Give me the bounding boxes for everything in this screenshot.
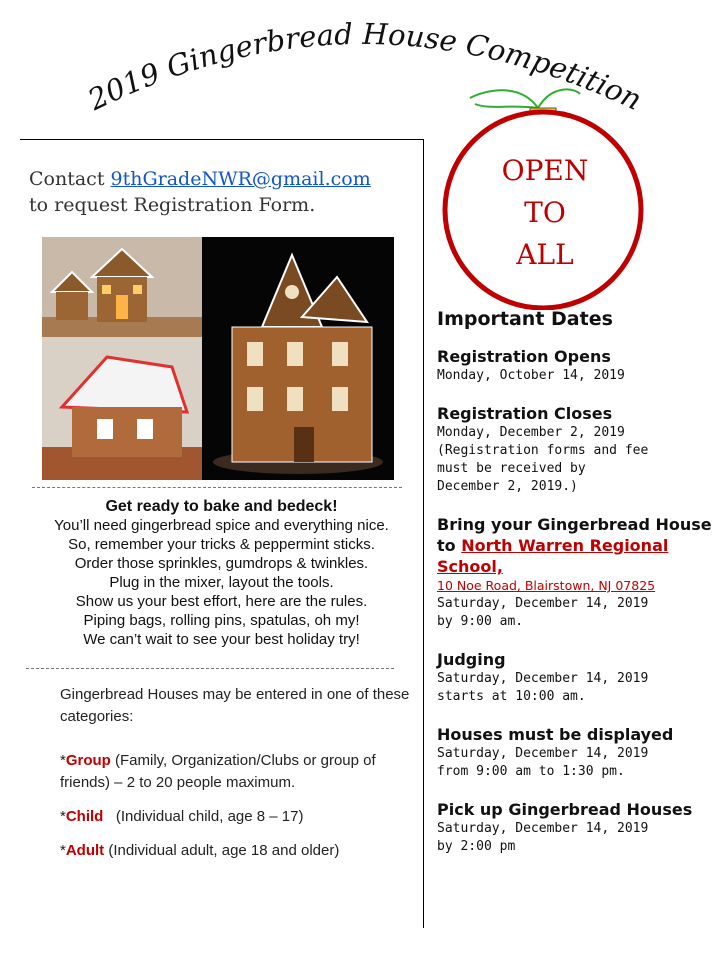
divider-top xyxy=(32,487,402,488)
event-display: Houses must be displayed Saturday, December 14, 2019 from 9:00 am to 1:30 pm. xyxy=(437,725,674,779)
category-group: *Group (Family, Organization/Clubs or group of friends) – 2 to 20 people maximum. xyxy=(60,752,376,791)
category-child: *Child (Individual child, age 8 – 17) xyxy=(60,808,304,825)
gingerbread-photo-2 xyxy=(42,337,202,480)
divider-bottom xyxy=(26,668,394,669)
event-bring-house: Bring your Gingerbread House to North Warren Regional School, 10 Noe Road, Blairstown, NJ 07825 Saturday, December 14, 2019 by 9:00 am. xyxy=(437,515,712,629)
event-registration-opens: Registration Opens Monday, October 14, 2019 xyxy=(437,347,625,383)
school-address: 10 Noe Road, Blairstown, NJ 07825 xyxy=(437,578,656,593)
category-adult: *Adult (Individual adult, age 18 and older) xyxy=(60,842,340,859)
page-title: 2019 Gingerbread House Competition xyxy=(82,16,648,117)
email-link[interactable]: 9thGradeNWR@gmail.com xyxy=(110,168,371,190)
gingerbread-photo-3 xyxy=(202,237,394,480)
event-registration-closes: Registration Closes Monday, December 2, 2019 (Registration forms and fee must be received by December 2, 2019.) xyxy=(437,404,649,494)
school-name: North Warren Regional School, xyxy=(437,536,669,576)
ribbon-icon xyxy=(470,89,580,108)
important-dates xyxy=(437,310,712,874)
open-to-all-text: OPEN TO ALL xyxy=(501,154,589,271)
categories-block: Gingerbread Houses may be entered in one of these categories: *Group (Family, Organization/Clubs or group of friends) – 2 to 20 people maximum. *Child (Individual child, age 8 – 17) *Adult (Individual adult, age 18 and older) xyxy=(60,684,410,862)
gingerbread-photo-1 xyxy=(42,237,202,337)
poem-block: Get ready to bake and bedeck! You’ll need gingerbread spice and everything nice. So, remember your tricks & peppermint sticks. Order those sprinkles, gumdrops & twinkles. Plug in the mixer, layout the tools. Show us your best effort, here are the rules. Piping bags, rolling pins, spatulas, oh my! We can’t wait to see your best holiday try! xyxy=(54,498,389,648)
contact-block: Contact 9thGradeNWR@gmail.com to request Registration Form. xyxy=(29,168,371,216)
event-judging: Judging Saturday, December 14, 2019 starts at 10:00 am. xyxy=(437,650,649,704)
event-pickup: Pick up Gingerbread Houses Saturday, December 14, 2019 by 2:00 pm xyxy=(437,800,693,854)
dates-heading: Important Dates xyxy=(437,308,613,330)
